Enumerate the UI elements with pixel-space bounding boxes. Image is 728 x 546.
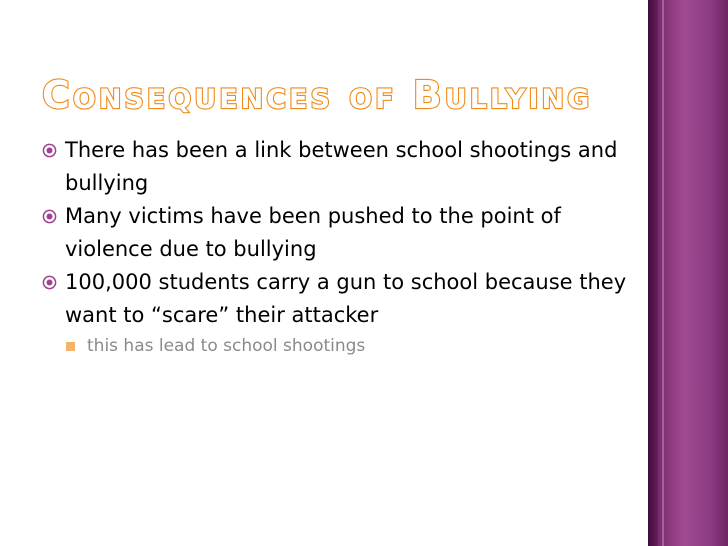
- bullet-item: [40, 266, 630, 332]
- circle-bullet-icon: [42, 275, 57, 290]
- bullet-text: Many victims have been pushed to the point of violence due to bullying: [65, 204, 561, 261]
- slide-title: Consequences of Bullying: [42, 73, 593, 117]
- slide-content: [40, 134, 630, 360]
- circle-bullet-icon: [42, 209, 57, 224]
- circle-bullet-icon: [42, 143, 57, 158]
- sub-bullet-item: [40, 332, 630, 360]
- bullet-item: [40, 134, 630, 200]
- bullet-text: There has been a link between school shootings and bullying: [65, 138, 618, 195]
- bullet-item: [40, 200, 630, 266]
- decorative-side-band: [648, 0, 728, 546]
- bullet-text: 100,000 students carry a gun to school because they want to “scare” their attacker: [65, 270, 627, 327]
- square-bullet-icon: [66, 342, 75, 351]
- sub-bullet-text: this has lead to school shootings: [87, 336, 366, 356]
